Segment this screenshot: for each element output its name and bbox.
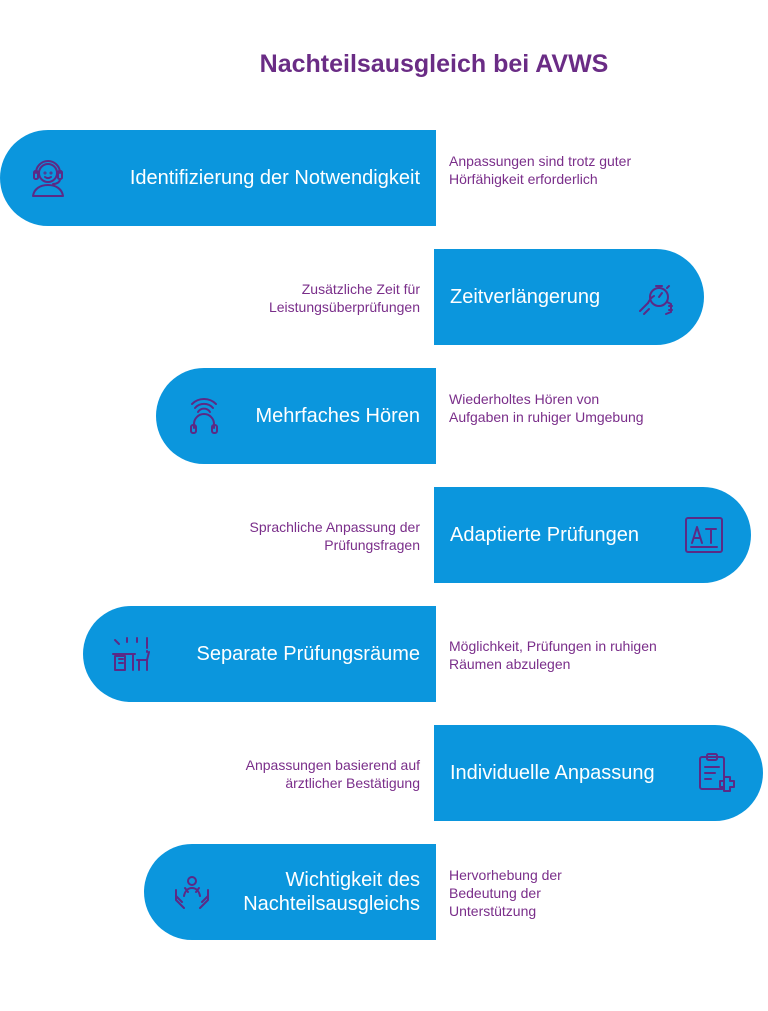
step-description: Möglichkeit, Prüfungen in ruhigen Räumen abzulegen — [449, 638, 657, 672]
step-label: Adaptierte Prüfungen — [450, 524, 640, 546]
person-care-hands-icon — [168, 868, 216, 916]
headphones-signal-icon — [180, 392, 228, 440]
page-title: Nachteilsausgleich bei AVWS — [259, 50, 609, 78]
person-headset-icon — [24, 154, 72, 202]
step-description: Hervorhebung der Bedeutung der Unterstützung — [449, 867, 562, 919]
step-label: Wichtigkeit des Nachteilsausgleichs — [243, 869, 420, 915]
step-label: Identifizierung der Notwendigkeit — [129, 167, 420, 189]
step-description: Zusätzliche Zeit für Leistungsüberprüfungen — [268, 281, 420, 315]
step-label: Mehrfaches Hören — [255, 405, 420, 427]
step-description: Anpassungen basierend auf ärztlicher Bestätigung — [245, 757, 420, 791]
stopwatch-hand-icon — [634, 273, 682, 321]
desk-chair-icon — [107, 630, 155, 678]
step-label: Individuelle Anpassung — [450, 762, 655, 784]
step-description: Sprachliche Anpassung der Prüfungsfragen — [249, 519, 420, 553]
clipboard-medical-icon — [692, 749, 740, 797]
step-description: Anpassungen sind trotz guter Hörfähigkeit erforderlich — [449, 153, 632, 187]
step-label: Separate Prüfungsräume — [196, 643, 420, 665]
step-description: Wiederholtes Hören von Aufgaben in ruhiger Umgebung — [449, 391, 644, 425]
step-label: Zeitverlängerung — [450, 286, 601, 308]
text-format-icon — [680, 511, 728, 559]
